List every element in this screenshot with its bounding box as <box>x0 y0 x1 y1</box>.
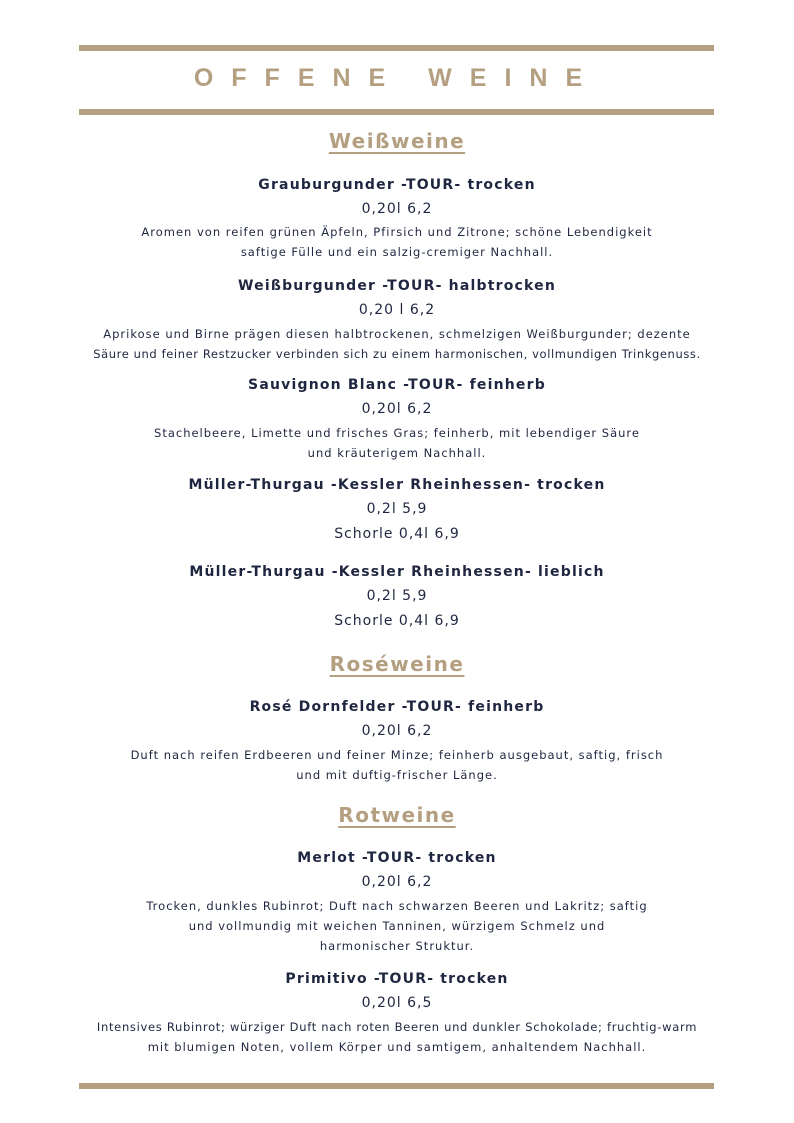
wine-price-schorle: Schorle 0,4l 6,9 <box>334 526 460 542</box>
wine-name: Rosé Dornfelder -TOUR- feinherb <box>249 699 545 715</box>
section-title-weissweine: Weißweine <box>328 129 466 153</box>
wine-price: 0,20l 6,2 <box>361 874 433 890</box>
wine-description <box>0 324 794 364</box>
footer-rule <box>79 1083 714 1089</box>
wine-price: 0,20l 6,2 <box>361 723 433 739</box>
wine-name: Primitivo -TOUR- trocken <box>285 971 509 987</box>
top-rule <box>79 45 714 51</box>
desc-line: saftige Fülle und ein salzig-cremiger Nachhall. <box>240 245 554 259</box>
wine-description <box>0 896 794 956</box>
wine-description <box>0 745 794 785</box>
wine-price-schorle: Schorle 0,4l 6,9 <box>334 613 460 629</box>
desc-line: und mit duftig-frischer Länge. <box>296 768 498 782</box>
desc-line: Trocken, dunkles Rubinrot; Duft nach schwarzen Beeren und Lakritz; saftig <box>146 899 648 913</box>
desc-line: mit blumigen Noten, vollem Körper und samtigem, anhaltendem Nachhall. <box>147 1040 647 1054</box>
desc-line: harmonischer Struktur. <box>319 939 475 953</box>
desc-line: Säure und feiner Restzucker verbinden sich zu einem harmonischen, vollmundigen Trinkgenuss. <box>93 347 701 361</box>
wine-description <box>0 423 794 463</box>
page-title: OFFENE WEINE <box>193 64 601 92</box>
wine-name: Sauvignon Blanc -TOUR- feinherb <box>248 377 546 393</box>
wine-price: 0,2l 5,9 <box>366 588 428 604</box>
desc-line: Stachelbeere, Limette und frisches Gras; feinherb, mit lebendiger Säure <box>154 426 640 440</box>
desc-line: Aromen von reifen grünen Äpfeln, Pfirsich und Zitrone; schöne Lebendigkeit <box>141 225 653 239</box>
desc-line: Intensives Rubinrot; würziger Duft nach roten Beeren und dunkler Schokolade; fruchtig-warm <box>96 1020 698 1034</box>
header-bottom-rule <box>79 109 714 115</box>
desc-line: Duft nach reifen Erdbeeren und feiner Minze; feinherb ausgebaut, saftig, frisch <box>130 748 664 762</box>
section-title-rotweine: Rotweine <box>338 803 456 827</box>
wine-name: Merlot -TOUR- trocken <box>297 850 497 866</box>
wine-price: 0,20l 6,5 <box>361 995 433 1011</box>
wine-name: Weißburgunder -TOUR- halbtrocken <box>237 278 557 294</box>
desc-line: und vollmundig mit weichen Tanninen, würzigem Schmelz und <box>188 919 606 933</box>
desc-line: und kräuterigem Nachhall. <box>307 446 487 460</box>
wine-price: 0,2l 5,9 <box>366 501 428 517</box>
wine-price: 0,20 l 6,2 <box>358 302 436 318</box>
desc-line: Aprikose und Birne prägen diesen halbtrockenen, schmelzigen Weißburgunder; dezente <box>103 327 691 341</box>
wine-name: Müller-Thurgau -Kessler Rheinhessen- lieblich <box>189 564 605 580</box>
wine-description <box>0 1017 794 1057</box>
wine-price: 0,20l 6,2 <box>361 201 433 217</box>
section-title-roseweine: Roséweine <box>329 652 465 676</box>
wine-price: 0,20l 6,2 <box>361 401 433 417</box>
wine-description <box>0 222 794 262</box>
wine-name: Müller-Thurgau -Kessler Rheinhessen- trocken <box>188 477 606 493</box>
wine-name: Grauburgunder -TOUR- trocken <box>258 177 536 193</box>
